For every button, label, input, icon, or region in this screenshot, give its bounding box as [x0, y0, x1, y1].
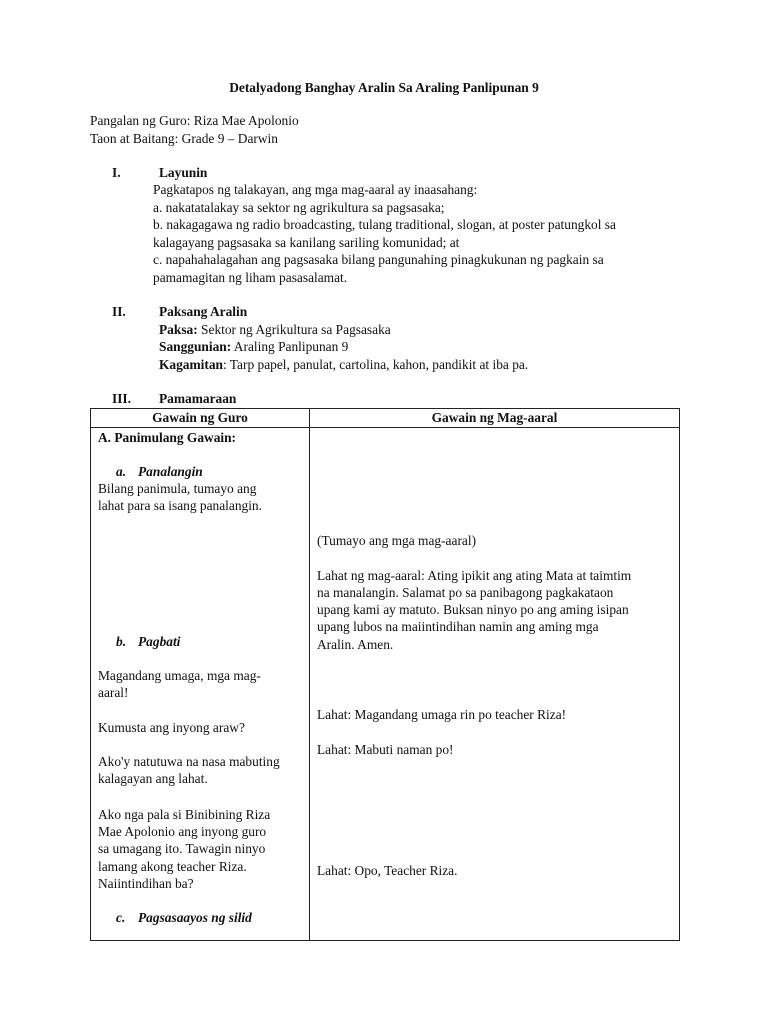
- prayer-instruction-line-1: Bilang panimula, tumayo ang: [98, 480, 257, 496]
- kagamitan-label: Kagamitan: [159, 357, 223, 372]
- greeting-line-1: Magandang umaga, mga mag-: [98, 667, 261, 683]
- introduction-line-2: Mae Apolonio ang inyong guro: [98, 823, 267, 839]
- student-stand-line: (Tumayo ang mga mag-aaral): [317, 532, 477, 548]
- student-activity-cell: [310, 427, 680, 940]
- student-wellbeing-response: Lahat: Mabuti naman po!: [317, 741, 454, 757]
- step-b-title: Pagbati: [138, 633, 181, 649]
- introduction-line-4: lamang akong teacher Riza.: [98, 858, 247, 874]
- student-prayer-line-5: Aralin. Amen.: [317, 636, 394, 652]
- student-prayer-line-2: na manalangin. Salamat po sa panibagong pagkakataon: [317, 584, 614, 600]
- greeting-line-2: aaral!: [98, 684, 129, 700]
- paksa-line: [159, 321, 391, 339]
- table-row: [91, 427, 680, 940]
- objectives-intro: Pagkatapos ng talakayan, ang mga mag-aaral ay inaasahang:: [153, 182, 478, 197]
- section-2-number: II.: [112, 304, 126, 319]
- sanggunian-label: Sanggunian:: [159, 339, 232, 354]
- prayer-instruction-line-2: lahat para sa isang panalangin.: [98, 497, 262, 513]
- section-3-heading: Pamamaraan: [159, 391, 237, 406]
- paksa-value: Sektor ng Agrikultura sa Pagsasaka: [197, 322, 391, 337]
- objective-b-line-2: kalagayang pagsasaka sa kanilang sariling komunidad; at: [153, 235, 460, 250]
- kagamitan-value: : Tarp papel, panulat, cartolina, kahon, pandikit at iba pa.: [222, 357, 529, 372]
- natutuwa-line-2: kalagayan ang lahat.: [98, 770, 208, 786]
- introduction-line-1: Ako nga pala si Binibining Riza: [98, 806, 271, 822]
- student-prayer-line-1: Lahat ng mag-aaral: Ating ipikit ang ating Mata at taimtim: [317, 567, 632, 583]
- header-teacher-activity: Gawain ng Guro: [91, 409, 310, 428]
- sanggunian-line: [159, 338, 348, 356]
- teacher-name-line: Pangalan ng Guro: Riza Mae Apolonio: [90, 113, 299, 128]
- student-greeting-response: Lahat: Magandang umaga rin po teacher Riza!: [317, 706, 567, 722]
- section-2-heading: Paksang Aralin: [159, 304, 248, 319]
- step-b-label: b.: [116, 633, 127, 649]
- grade-section-line: Taon at Baitang: Grade 9 – Darwin: [90, 131, 278, 146]
- kumusta-line: Kumusta ang inyong araw?: [98, 719, 245, 735]
- introduction-line-3: sa umagang ito. Tawagin ninyo: [98, 840, 266, 856]
- student-prayer-line-3: upang kami ay matuto. Buksan ninyo po ang aming isipan: [317, 601, 629, 617]
- sanggunian-value: Araling Panlipunan 9: [231, 339, 349, 354]
- student-prayer-line-4: upang lubos na maiintindihan namin ang aming mga: [317, 618, 599, 634]
- objective-c-line-2: pamamagitan ng liham pasasalamat.: [153, 270, 348, 285]
- step-a-title: Panalangin: [138, 463, 203, 479]
- section-1-number: I.: [112, 165, 121, 180]
- objective-a: a. nakatatalakay sa sektor ng agrikultura sa pagsasaka;: [153, 200, 445, 215]
- part-a-heading: A. Panimulang Gawain:: [98, 429, 237, 445]
- introduction-line-5: Naiintindihan ba?: [98, 875, 194, 891]
- header-student-activity: Gawain ng Mag-aaral: [310, 409, 680, 428]
- section-1-heading: Layunin: [159, 165, 208, 180]
- procedure-table: [90, 408, 680, 941]
- kagamitan-line: [159, 356, 528, 374]
- step-c-label: c.: [116, 909, 126, 925]
- section-3-number: III.: [112, 391, 131, 406]
- paksa-label: Paksa:: [159, 322, 198, 337]
- document-title: Detalyadong Banghay Aralin Sa Araling Panlipunan 9: [229, 80, 539, 95]
- table-header-row: [91, 409, 680, 428]
- student-understanding-response: Lahat: Opo, Teacher Riza.: [317, 862, 458, 878]
- natutuwa-line-1: Ako'y natutuwa na nasa mabuting: [98, 753, 280, 769]
- objective-b-line-1: b. nakagagawa ng radio broadcasting, tulang traditional, slogan, at poster patungkol sa: [153, 217, 616, 232]
- step-a-label: a.: [116, 463, 127, 479]
- objective-c-line-1: c. napahahalagahan ang pagsasaka bilang pangunahing pinagkukunan ng pagkain sa: [153, 252, 604, 267]
- teacher-activity-cell: [91, 427, 310, 940]
- step-c-title: Pagsasaayos ng silid: [138, 909, 252, 925]
